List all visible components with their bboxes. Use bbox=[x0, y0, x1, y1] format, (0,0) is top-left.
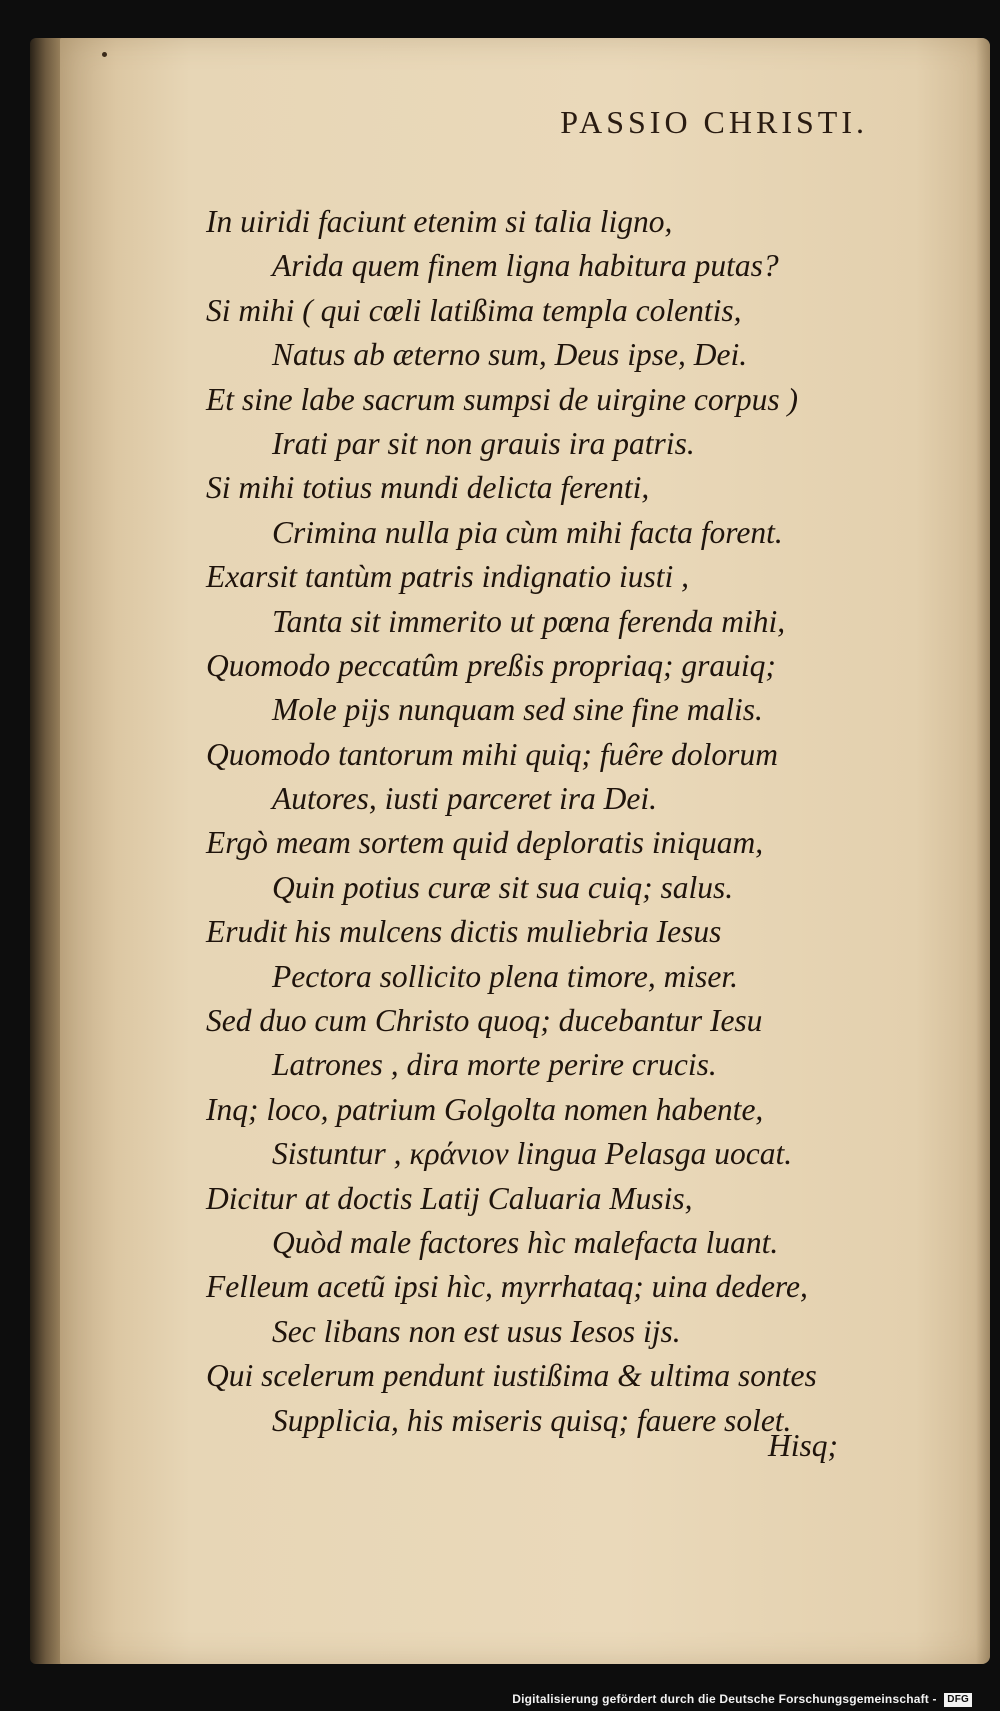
verse-line: Sed duo cum Christo quoq; ducebantur Iesu bbox=[206, 1003, 763, 1039]
verse-line: Quin potius curæ sit sua cuiq; salus. bbox=[272, 869, 734, 905]
verse-line: Tanta sit immerito ut pœna ferenda mihi, bbox=[272, 603, 786, 639]
verse-line: Irati par sit non grauis ira patris. bbox=[272, 425, 695, 461]
credit-text: Digitalisierung gefördert durch die Deutsche Forschungsgemeinschaft - bbox=[512, 1692, 937, 1706]
verse-line: Quomodo tantorum mihi quiq; fuêre dolorum bbox=[206, 736, 778, 772]
verse-line: Sistuntur , κράνιον lingua Pelasga uocat. bbox=[272, 1136, 793, 1172]
verse-line: Si mihi ( qui cœli latißima templa colentis, bbox=[206, 292, 742, 328]
ink-speck bbox=[102, 52, 107, 57]
verse-line: Dicitur at doctis Latij Caluaria Musis, bbox=[206, 1180, 693, 1216]
verse-line: Autores, iusti parceret ira Dei. bbox=[272, 781, 657, 817]
verse-line: Inq; loco, patrium Golgolta nomen habente, bbox=[206, 1091, 764, 1127]
running-title: PASSIO CHRISTI. bbox=[560, 104, 868, 140]
verse-line: Sec libans non est usus Iesos ijs. bbox=[272, 1313, 681, 1349]
catchword: Hisq; bbox=[768, 1428, 838, 1463]
verse-line: In uiridi faciunt etenim si talia ligno, bbox=[206, 204, 673, 239]
digitization-credit bbox=[512, 1692, 972, 1707]
verse-line: Si mihi totius mundi delicta ferenti, bbox=[206, 470, 650, 506]
verse-line: Pectora sollicito plena timore, miser. bbox=[272, 958, 739, 994]
verse-line: Ergò meam sortem quid deploratis iniquam, bbox=[206, 825, 764, 861]
verse-line: Natus ab æterno sum, Deus ipse, Dei. bbox=[272, 337, 748, 373]
verse-line: Et sine labe sacrum sumpsi de uirgine corpus ) bbox=[206, 381, 799, 417]
verse-line: Exarsit tantùm patris indignatio iusti , bbox=[206, 559, 690, 595]
verse-line: Latrones , dira morte perire crucis. bbox=[272, 1047, 717, 1083]
dfg-logo: DFG bbox=[944, 1693, 972, 1707]
page-edge-shadow bbox=[976, 38, 990, 1664]
verse-line: Quomodo peccatûm preßis propriaq; grauiq; bbox=[206, 647, 776, 683]
verse-line: Felleum acetũ ipsi hìc, myrrhataq; uina dedere, bbox=[206, 1269, 808, 1305]
verse-line: Qui scelerum pendunt iustißima & ultima sontes bbox=[206, 1358, 817, 1394]
verse-block bbox=[206, 200, 966, 1443]
verse-line: Quòd male factores hìc malefacta luant. bbox=[272, 1224, 779, 1260]
verse-line: Crimina nulla pia cùm mihi facta forent. bbox=[272, 514, 783, 550]
verse-line: Mole pijs nunquam sed sine fine malis. bbox=[272, 692, 763, 728]
verse-line: Erudit his mulcens dictis muliebria Iesus bbox=[206, 914, 722, 950]
verse-line: Arida quem finem ligna habitura putas? bbox=[272, 248, 779, 284]
verse-line: Supplicia, his miseris quisq; fauere solet. bbox=[272, 1402, 792, 1438]
